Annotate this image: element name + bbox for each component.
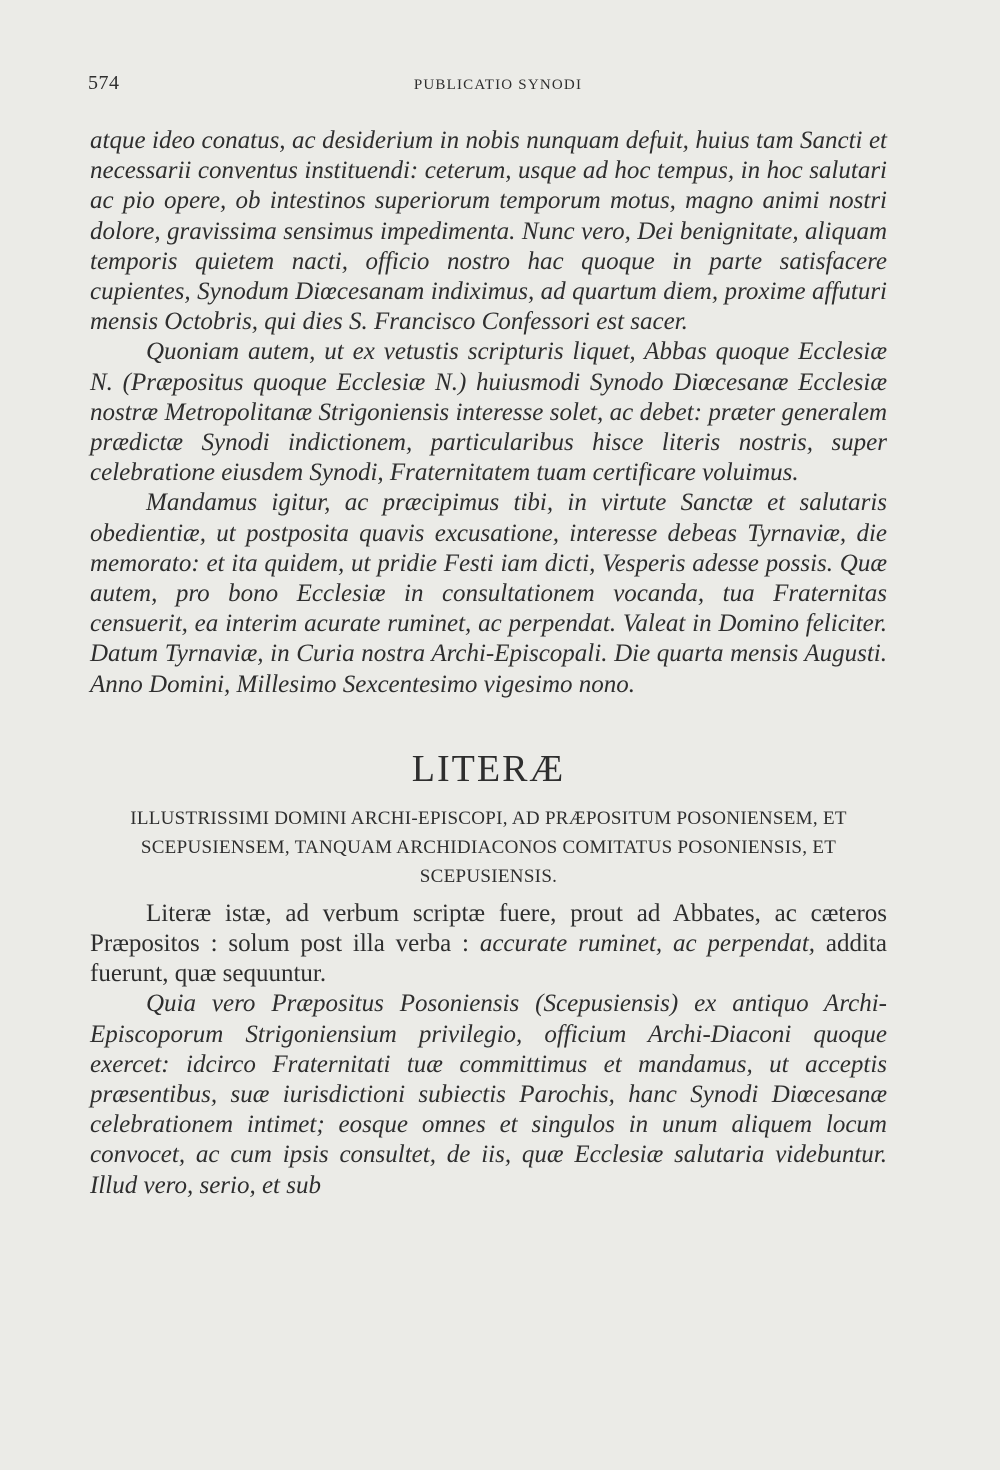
roman-text-run: Literæ istæ, ad verbum scriptæ fuere, prout ad Abbates, ac cæteros Præpositos : solum post illa verba : bbox=[90, 899, 887, 958]
paragraph bbox=[90, 126, 887, 337]
section-heading: LITERÆ bbox=[411, 747, 566, 790]
section-subheading: ILLUSTRISSIMI DOMINI ARCHI-EPISCOPI, AD PRÆPOSITUM POSONIENSEM, ET SCEPUSIENSEM, TANQUAM ARCHIDIACONOS COMITATUS POSONIENSIS, ET SCEPUSIENSIS. bbox=[130, 807, 847, 887]
italic-text-run: Quia vero Præpositus Posoniensis (Scepusiensis) ex antiquo Archi-Episcoporum Strigoniensium privilegio, officium Archi-Diaconi quoque exercet: idcirco Fraternitati tuæ committimus et mandamus, ut acceptis præsentibus, suæ iurisdictioni subiectis Parochis, hanc Synodi Diœcesanæ celebrationem intimet; eosque omnes et singulos in unum aliquem locum convocet, ac cum ipsis consultet, de iis, quæ Ecclesiæ salutaria videbuntur. Illud vero, serio, et sub bbox=[90, 990, 887, 1199]
body-text bbox=[90, 126, 887, 1201]
italic-text-run: atque ideo conatus, ac desiderium in nobis nunquam defuit, huius tam Sancti et necessarii conventus instituendi: ceterum, usque ad hoc tempus, in hoc salutari ac pio opere, ob intestinos superiorum temporum motus, magno animi nostri dolore, gravissima sensimus impedimenta. Nunc vero, Dei benignitate, aliquam temporis quietem nacti, officio nostro hac quoque in parte satisfacere cupientes, Synodum Diœcesanam indiximus, ad quartum diem, proxime affuturi mensis Octobris, qui dies S. Francisco Confessori est sacer. bbox=[90, 127, 887, 336]
italic-text-run: Mandamus igitur, ac præcipimus tibi, in virtute Sanctæ et salutaris obedientiæ, ut postposita quavis excusatione, interesse debeas Tyrnaviæ, die memorato: et ita quidem, ut pridie Festi iam dicti, Vesperis adesse possis. Quæ autem, pro bono Ecclesiæ in consultationem vocanda, tua Fraternitas censuerit, ea interim acurate ruminet, ac perpendat. Valeat in Domino feliciter. Datum Tyrnaviæ, in Curia nostra Archi-Episcopali. Die quarta mensis Augusti. Anno Domini, Millesimo Sexcentesimo vigesimo nono. bbox=[90, 489, 887, 698]
page-number: 574 bbox=[88, 72, 120, 94]
paragraph bbox=[90, 488, 887, 699]
running-title: PUBLICATIO SYNODI bbox=[413, 77, 583, 93]
running-head bbox=[88, 72, 888, 102]
roman-text-run: addita fuerunt, quæ sequuntur. bbox=[90, 930, 887, 988]
paragraph bbox=[90, 989, 887, 1200]
italic-text-run: accurate ruminet, ac perpendat, bbox=[479, 930, 816, 958]
paragraph bbox=[90, 337, 887, 488]
paragraph bbox=[90, 899, 887, 990]
italic-text-run: Quoniam autem, ut ex vetustis scripturis liquet, Abbas quoque Ecclesiæ N. (Præpositus quoque Ecclesiæ N.) huiusmodi Synodo Diœcesanæ Ecclesiæ nostræ Metropolitanæ Strigoniensis interesse solet, ac debet: præter generalem prædictæ Synodi indictionem, particularibus hisce literis nostris, super celebratione eiusdem Synodi, Fraternitatem tuam certificare voluimus. bbox=[90, 338, 887, 487]
